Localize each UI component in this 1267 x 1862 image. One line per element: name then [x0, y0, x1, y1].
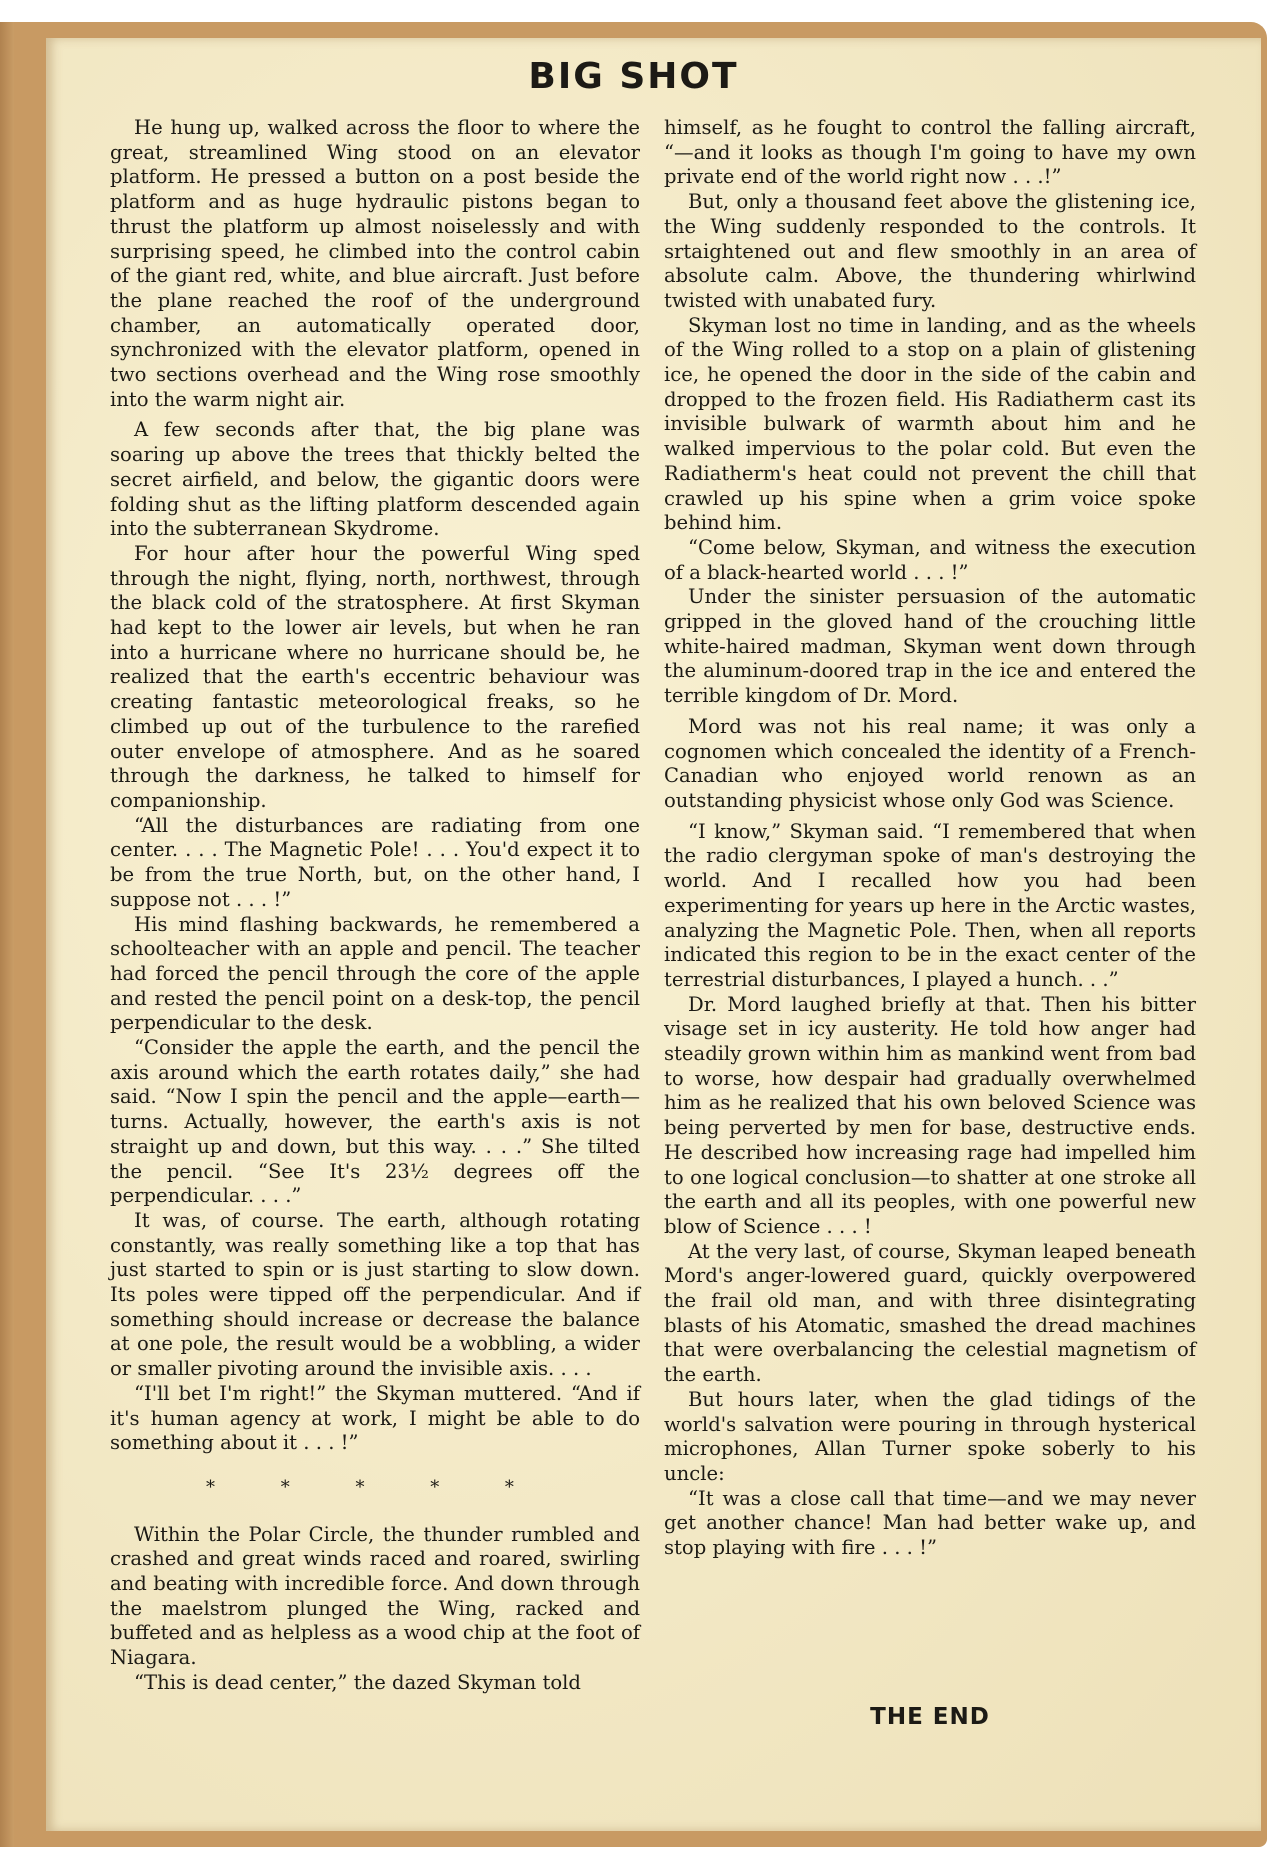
- page-spine: [0, 22, 14, 1847]
- paragraph: “Consider the apple the earth, and the pencil the axis around which the earth rotates daily,” she had said. “Now I spin the pencil and the apple—earth—turns. Actually, however, the earth's axis is not straight up and down, but this way. . . .” She tilted the pencil. “See It's 23½ degrees off the perpendicular. . . .”: [110, 1036, 640, 1208]
- paragraph: Mord was not his real name; it was only a cognomen which concealed the identity of a French-Canadian who enjoyed world renown as an outstanding physicist whose only God was Science.: [664, 714, 1196, 812]
- paragraph: His mind flashing backwards, he remembered a schoolteacher with an apple and pencil. The teacher had forced the pencil through the core of the apple and rested the pencil point on a desk-top, the pencil perpendicular to the desk.: [110, 912, 640, 1035]
- paragraph: “I'll bet I'm right!” the Skyman muttered. “And if it's human agency at work, I might be able to do something about it . . . !”: [110, 1381, 640, 1455]
- paragraph: “It was a close call that time—and we may never get another chance! Man had better wake up, and stop playing with fire . . . !”: [664, 1486, 1196, 1560]
- paragraph: himself, as he fought to control the falling aircraft, “—and it looks as though I'm going to have my own private end of the world right now . . .!”: [664, 116, 1196, 189]
- the-end-label: THE END: [870, 1704, 990, 1730]
- paragraph: It was, of course. The earth, although rotating constantly, was really something like a top that has just started to spin or is just starting to slow down. Its poles were tipped off the perpendicular. And if something should increase or decrease the balance at one pole, the result would be a wobbling, a wider or smaller pivoting around the invisible axis. . . .: [110, 1208, 640, 1381]
- paragraph: For hour after hour the powerful Wing sped through the night, flying, north, northwest, through the black cold of the stratosphere. At first Skyman had kept to the lower air levels, but when he ran into a hurricane where no hurricane should be, he realized that the earth's eccentric behaviour was creating fantastic meteorological freaks, so he climbed up out of the turbulence to the rarefied outer envelope of atmosphere. And as he soared through the darkness, he talked to himself for companionship.: [110, 541, 640, 812]
- paragraph: A few seconds after that, the big plane was soaring up above the trees that thickly belted the secret airfield, and below, the gigantic doors were folding shut as the lifting platform descended again into the subterranean Skydrome.: [110, 418, 640, 541]
- paragraph: “This is dead center,” the dazed Skyman told: [134, 1670, 581, 1694]
- text-column-right: [664, 116, 1196, 1561]
- paragraph: Dr. Mord laughed briefly at that. Then his bitter visage set in icy austerity. He told how anger had steadily grown within him as mankind went from bad to worse, how despair had gradually overwhelmed him as he realized that his own beloved Science was being perverted by men for base, destructive ends. He described how increasing rage had impelled him to one logical conclusion—to shatter at one stroke all the earth and all its peoples, with one powerful new blow of Science . . . !: [664, 992, 1196, 1238]
- paragraph: He hung up, walked across the floor to where the great, streamlined Wing stood on an elevator platform. He pressed a button on a post beside the platform and as huge hydraulic pistons began to thrust the platform up almost noiselessly and with surprising speed, he climbed into the control cabin of the giant red, white, and blue aircraft. Just before the plane reached the roof of the underground chamber, an automatically operated door, synchronized with the elevator platform, opened in two sections overhead and the Wing rose smoothly into the warm night air.: [110, 116, 640, 411]
- paragraph: “Come below, Skyman, and witness the execution of a black-hearted world . . . !”: [664, 535, 1196, 584]
- section-separator: * * * * *: [206, 1476, 544, 1498]
- paragraph: “All the disturbances are radiating from one center. . . . The Magnetic Pole! . . . You'd expect it to be from the true North, but, on the other hand, I suppose not . . . !”: [110, 813, 640, 911]
- paragraph: But, only a thousand feet above the glistening ice, the Wing suddenly responded to the controls. It srtaightened out and flew smoothly in an area of absolute calm. Above, the thundering whirlwind twisted with unabated fury.: [664, 190, 1196, 312]
- paragraph: But hours later, when the glad tidings of the world's salvation were pouring in through hysterical microphones, Allan Turner spoke soberly to his uncle:: [664, 1387, 1196, 1485]
- paragraph: Within the Polar Circle, the thunder rumbled and crashed and great winds raced and roared, swirling and beating with incredible force. And down through the maelstrom plunged the Wing, racked and buffeted and as helpless as a wood chip at the foot of Niagara.: [110, 1522, 640, 1670]
- paragraph: Under the sinister persuasion of the automatic gripped in the gloved hand of the crouching little white-haired madman, Skyman went down through the aluminum-doored trap in the ice and entered the terrible kingdom of Dr. Mord.: [664, 585, 1196, 708]
- paragraph: “I know,” Skyman said. “I remembered that when the radio clergyman spoke of man's destroying the world. And I recalled how you had been experimenting for years up here in the Arctic wastes, analyzing the Magnetic Pole. Then, when all reports indicated this region to be in the exact center of the terrestrial disturbances, I played a hunch. . .”: [664, 819, 1196, 991]
- paragraph: At the very last, of course, Skyman leaped beneath Mord's anger-lowered guard, quickly overpowered the frail old man, and with three disintegrating blasts of his Atomatic, smashed the dread machines that were overbalancing the celestial magnetism of the earth.: [664, 1239, 1196, 1387]
- page-title: BIG SHOT: [528, 56, 739, 97]
- paragraph: Skyman lost no time in landing, and as the wheels of the Wing rolled to a stop on a plain of glistening ice, he opened the door in the side of the cabin and dropped to the frozen field. His Radiatherm cast its invisible bulwark of warmth about him and he walked impervious to the polar cold. But even the Radiatherm's heat could not prevent the chill that crawled up his spine when a grim voice spoke behind him.: [664, 313, 1196, 535]
- text-column-left: [110, 116, 640, 1696]
